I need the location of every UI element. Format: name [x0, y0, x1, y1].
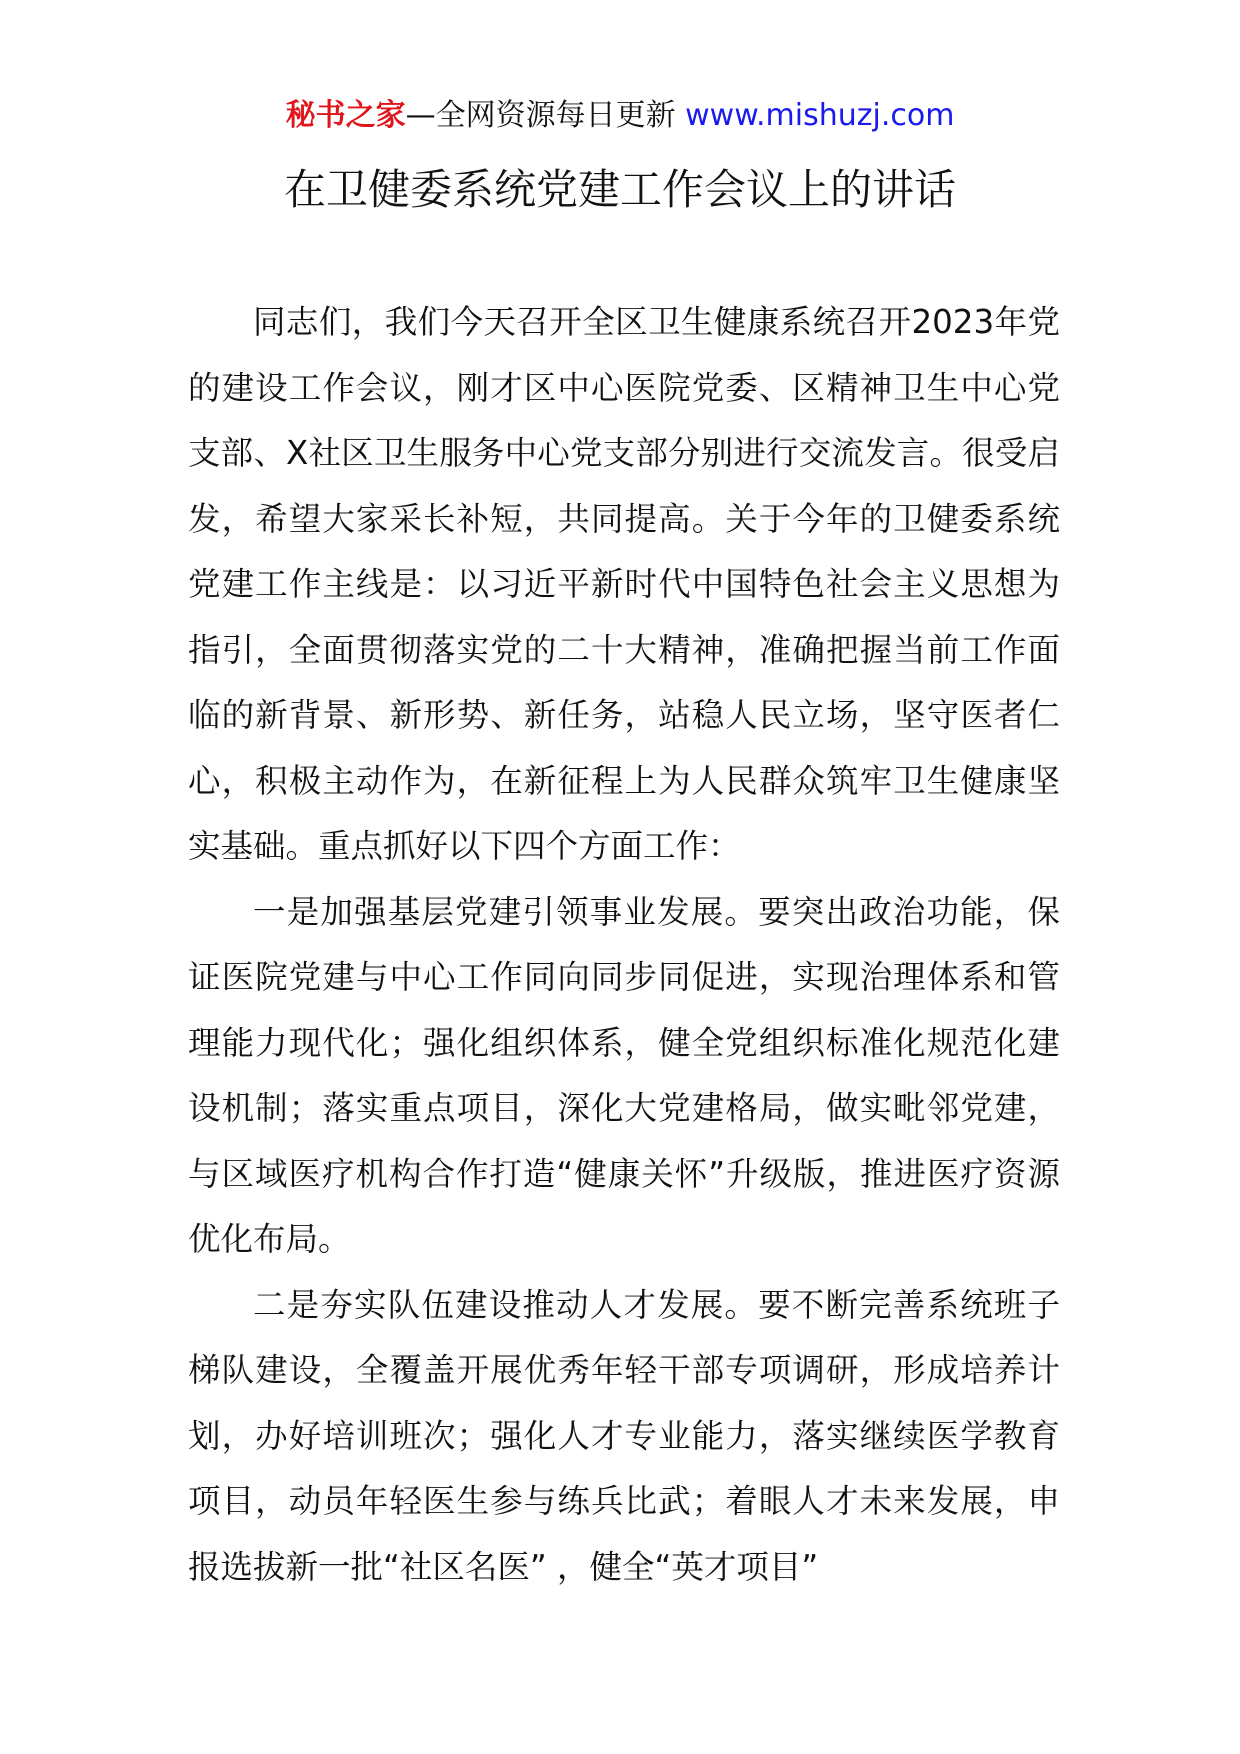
- header-tagline: —全网资源每日更新: [405, 98, 686, 133]
- site-header: [0, 96, 1240, 136]
- paragraph-point-two: 二是夯实队伍建设推动人才发展。要不断完善系统班子梯队建设，全覆盖开展优秀年轻干部专项调研，形成培养计划，办好培训班次；强化人才专业能力，落实继续医学教育项目，动员年轻医生参与练兵比武；着眼人才未来发展，申报选拔新一批“社区名医” ，健全“英才项目”: [188, 1285, 1060, 1586]
- brand-name: 秘书之家: [285, 98, 406, 133]
- document-body: [188, 290, 1060, 1600]
- site-url-link[interactable]: www.mishuzj.com: [685, 98, 955, 133]
- document-title: 在卫健委系统党建工作会议上的讲话: [283, 165, 956, 214]
- paragraph-point-one: 一是加强基层党建引领事业发展。要突出政治功能，保证医院党建与中心工作同向同步同促进，实现治理体系和管理能力现代化；强化组织体系，健全党组织标准化规范化建设机制；落实重点项目，深化大党建格局，做实毗邻党建，与区域医疗机构合作打造“健康关怀”升级版，推进医疗资源优化布局。: [188, 892, 1060, 1258]
- paragraph-intro: 同志们，我们今天召开全区卫生健康系统召开2023年党的建设工作会议，刚才区中心医院党委、区精神卫生中心党支部、X社区卫生服务中心党支部分别进行交流发言。很受启发，希望大家采长补短，共同提高。关于今年的卫健委系统党建工作主线是：以习近平新时代中国特色社会主义思想为指引，全面贯彻落实党的二十大精神，准确把握当前工作面临的新背景、新形势、新任务，站稳人民立场，坚守医者仁心，积极主动作为，在新征程上为人民群众筑牢卫生健康坚实基础。重点抓好以下四个方面工作：: [188, 303, 1060, 865]
